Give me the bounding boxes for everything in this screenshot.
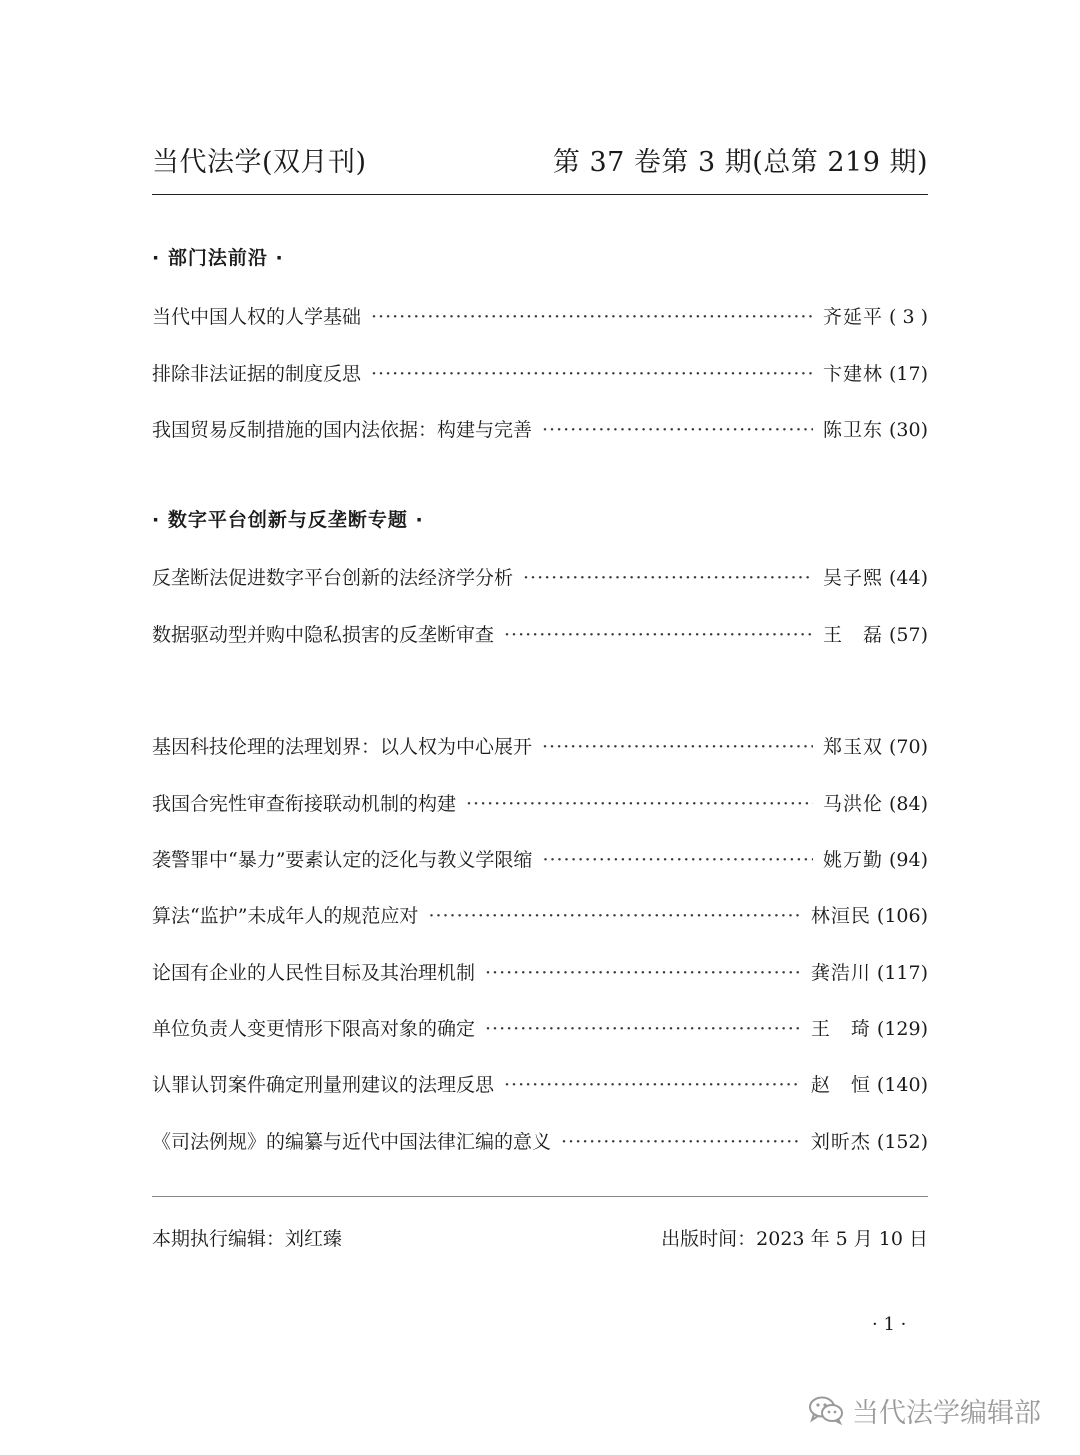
entry-author: 齐延平: [822, 306, 883, 328]
entry-page: (57): [888, 624, 928, 646]
toc-entry[interactable]: [152, 302, 928, 334]
toc-entry[interactable]: [152, 789, 928, 821]
entry-title: 当代中国人权的人学基础: [152, 306, 362, 328]
toc-entry[interactable]: [152, 845, 928, 877]
toc-entry[interactable]: [152, 359, 928, 391]
dot-leader: [371, 363, 813, 385]
dot-leader: [466, 793, 813, 815]
entry-title: 我国贸易反制措施的国内法依据：构建与完善: [152, 419, 533, 441]
section-title-frontier: · 部门法前沿 ·: [152, 247, 284, 269]
dot-leader: [485, 1018, 801, 1040]
entry-page: ( 3 ): [889, 306, 928, 328]
dot-leader: [542, 419, 813, 441]
dot-leader: [371, 306, 813, 328]
entry-page: (152): [876, 1131, 928, 1153]
page-header: [152, 140, 928, 179]
entry-author: 吴子熙: [822, 567, 883, 589]
dot-leader: [485, 962, 801, 984]
toc-entry[interactable]: [152, 958, 928, 990]
entry-author: 郑玉双: [822, 736, 883, 758]
entry-title: 论国有企业的人民性目标及其治理机制: [152, 962, 476, 984]
entry-page: (44): [888, 567, 928, 589]
executive-editor: 本期执行编辑：刘红臻: [152, 1228, 343, 1250]
toc-entry[interactable]: [152, 1014, 928, 1046]
publication-date: 出版时间：2023 年 5 月 10 日: [661, 1228, 928, 1250]
dot-leader: [504, 1074, 801, 1096]
dot-leader: [428, 905, 800, 927]
toc-entry[interactable]: [152, 732, 928, 764]
entry-title: 数据驱动型并购中隐私损害的反垄断审查: [152, 624, 495, 646]
entry-title: 《司法例规》的编纂与近代中国法律汇编的意义: [152, 1131, 552, 1153]
entry-title: 我国合宪性审查衔接联动机制的构建: [152, 793, 457, 815]
entry-title: 单位负责人变更情形下限高对象的确定: [152, 1018, 476, 1040]
entry-author: 陈卫东: [822, 419, 883, 441]
entry-page: (84): [888, 793, 928, 815]
toc-entry[interactable]: [152, 1070, 928, 1102]
entry-page: (17): [888, 363, 928, 385]
footer-rule: [152, 1196, 928, 1197]
dot-leader: [504, 624, 813, 646]
entry-page: (94): [888, 849, 928, 871]
entry-page: (140): [876, 1074, 928, 1096]
entry-author: 王 磊: [822, 624, 883, 646]
entry-author: 姚万勤: [822, 849, 883, 871]
entry-page: (30): [888, 419, 928, 441]
entry-author: 马洪伦: [822, 793, 883, 815]
dot-leader: [523, 567, 813, 589]
header-rule: [152, 194, 928, 195]
dot-leader: [542, 736, 813, 758]
entry-title: 算法“监护”未成年人的规范应对: [152, 905, 419, 927]
wechat-watermark: [808, 1390, 1041, 1430]
dot-leader: [561, 1131, 801, 1153]
entry-title: 认罪认罚案件确定刑量刑建议的法理反思: [152, 1074, 495, 1096]
toc-entry[interactable]: [152, 620, 928, 652]
issue-info: 第 37 卷第 3 期(总第 219 期): [552, 147, 928, 178]
wechat-icon: [808, 1395, 844, 1425]
entry-author: 赵 恒: [810, 1074, 871, 1096]
watermark-text: 当代法学编辑部: [852, 1397, 1041, 1429]
journal-name: 当代法学(双月刊): [152, 147, 367, 178]
dot-leader: [542, 849, 813, 871]
entry-page: (70): [888, 736, 928, 758]
entry-author: 卞建林: [822, 363, 883, 385]
entry-author: 刘昕杰: [810, 1131, 871, 1153]
entry-author: 龚浩川: [810, 962, 871, 984]
entry-title: 反垄断法促进数字平台创新的法经济学分析: [152, 567, 514, 589]
toc-entry[interactable]: [152, 563, 928, 595]
entry-title: 基因科技伦理的法理划界：以人权为中心展开: [152, 736, 533, 758]
entry-author: 林洹民: [810, 905, 871, 927]
entry-page: (106): [876, 905, 928, 927]
toc-entry[interactable]: [152, 415, 928, 447]
entry-page: (117): [876, 962, 928, 984]
page-number: · 1 ·: [872, 1314, 907, 1335]
entry-author: 王 琦: [810, 1018, 871, 1040]
entry-title: 排除非法证据的制度反思: [152, 363, 362, 385]
toc-entry[interactable]: [152, 1127, 928, 1159]
page-footer: [152, 1224, 928, 1251]
entry-page: (129): [876, 1018, 928, 1040]
section-title-digital-platform: · 数字平台创新与反垄断专题 ·: [152, 509, 424, 531]
toc-entry[interactable]: [152, 901, 928, 933]
entry-title: 袭警罪中“暴力”要素认定的泛化与教义学限缩: [152, 849, 533, 871]
